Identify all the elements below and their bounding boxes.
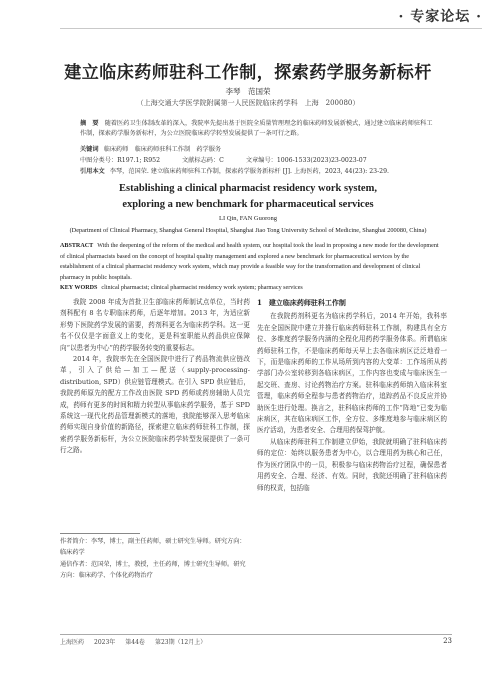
section-heading: 1 建立临床药师驻科工作制 — [257, 298, 346, 307]
footer-year: 2023年 — [94, 639, 116, 646]
title-en-line-1: Establishing a clinical pharmacist residency work system, — [119, 183, 377, 194]
footer-journal: 上海医药 — [60, 639, 85, 646]
body-column-right — [257, 297, 447, 494]
keywords-en-text: clinical pharmacist; clinical pharmacist residency work system; pharmacy services — [101, 285, 303, 291]
footnote-corresponding: 通信作者：范国荣，博士，教授，主任药师，博士研究生导师。研究方向：临床药学、个体化药物治疗 — [60, 561, 246, 579]
classification-line — [80, 155, 434, 164]
affiliation-zh: （上海交通大学医学院附属第一人民医院临床药学科 上海 200080） — [136, 99, 360, 107]
body-paragraph: 在我院药剂科更名为临床药学科后，2014 年开始，我科率先在全国医院中建立并推行临床药师驻科工作制，构建具有全方位、多维度药学服务内涵的全程化用药药学服务体系。所谓临床药师驻科工作，不是临床药师每天早上去各临床病区泛泛地看一下，而是临床药师的工作从场所到内容的大变革：工作场所从药学部门办公室转移到各临床病区，工作内容也变成与临床医生一起交班、查房、讨论药物治疗方案。驻科临床药师纳入临床科室管理，临床药师全程参与患者药物治疗，追踪药品不良反应并协助医生进行处理。换言之，驻科临床药师的工作“阵地”已变为临床病区，其在临床病区工作，全方位、多维度地参与临床病区的医疗活动，为患者安全、合理用药保驾护航。 — [257, 312, 447, 435]
keywords-zh — [80, 144, 434, 153]
abstract-en-label: ABSTRACT — [60, 243, 94, 249]
authors-en: LI Qin, FAN Guorong — [218, 215, 277, 222]
keywords-zh-label: 关键词 — [80, 146, 99, 153]
keywords-en-label: KEY WORDS — [60, 285, 98, 291]
abstract-zh — [80, 119, 434, 139]
keywords-zh-text: 临床药师 临床药师驻科工作制 药学服务 — [103, 146, 222, 153]
doc-code-label: 文献标志码： — [182, 157, 220, 164]
footer-volume: 第44卷 — [125, 639, 145, 646]
body-column-left — [60, 297, 250, 457]
abstract-en-text: With the deepening of the reform of the medical and health system, our hospital took the lead in proposing a new mode for the development of clinical pharmacists based on the concept of hospital quality management and explored a new benchmark for pharmaceutical services by the establishment of a clinical pharmacist residency work system, which may provide a feasible way for the transformation and development of clinical pharmacy in public hospitals. — [60, 243, 439, 281]
article-no-label: 文章编号： — [245, 157, 277, 164]
authors-zh: 李琴 范国荣 — [225, 87, 271, 96]
keywords-en — [60, 285, 440, 291]
header-divider — [60, 28, 482, 29]
page-number: 23 — [443, 637, 452, 645]
footer-issue: 第23期（12月上） — [154, 639, 207, 646]
footnote-author: 作者简介：李琴，博士，副主任药师，硕士研究生导师。研究方向：临床药学 — [60, 538, 246, 556]
citation-text: 李琴，范国荣. 建立临床药师驻科工作制，探索药学服务新标杆 [J]. 上海医药，2023, 44(23): 23-29. — [109, 168, 390, 175]
citation-line — [80, 166, 434, 175]
title-en-line-2: exploring a new benchmark for pharmaceutical services — [122, 199, 374, 210]
section-tag: · 专家论坛 · — [398, 9, 482, 25]
citation-label: 引用本文 — [80, 168, 105, 175]
abstract-zh-text: 随着医药卫生体制改革的深入，我院率先提出基于医院全质量管理理念的临床药师发展新模式，通过建立临床药师驻科工作制，探索药学服务新标杆，为公立医院临床药学转型发展提供了一条可行之路。 — [80, 120, 433, 137]
abstract-zh-label: 摘 要 — [80, 120, 99, 127]
body-paragraph: 2014 年，我院率先在全国医院中进行了药品物流供应链改革，引入了供给—加工—配送（supply-processing-distribution, SPD）供应链管理模式。在引入 SPD 供应链后，我院药师原先的配方工作改由医院 SPD 药师或药房辅助人员完成，药师有更多的时间和精力转型从事临床药学服务，基于 SPD 系统这一现代化药品管理新模式的落地，我院能够深入思考临床药师实现自身价值的新路径，探索建立临床药师驻科工作制，探索药学服务新标杆，为公立医院临床药学转型发展提供了一条可行之路。 — [60, 355, 250, 455]
clc-value: R197.1; R952 — [117, 157, 161, 164]
running-footer — [60, 637, 216, 646]
article-title-en — [0, 181, 496, 213]
footnote-divider — [60, 533, 140, 534]
article-title-zh: 建立临床药师驻科工作制，探索药学服务新标杆 — [64, 63, 432, 83]
clc-label: 中图分类号： — [80, 157, 118, 164]
footer-divider — [60, 634, 452, 635]
doc-code-value: C — [219, 157, 224, 164]
affiliation-en: (Department of Clinical Pharmacy, Shanghai General Hospital, Shanghai Jiao Tong University School of Medicine, Shanghai 200080, China) — [69, 227, 427, 234]
body-paragraph: 从临床药师驻科工作制建立伊始，我院就明确了驻科临床药师的定位：始终以服务患者为中心，以合理用药为核心和己任，作为医疗团队中的一员，积极参与临床药物治疗过程，确保患者用药安全、合理、经济、有效。同时，我院还明确了驻科临床药师的权责，包括临 — [257, 437, 447, 492]
body-paragraph: 我院 2008 年成为首批卫生部临床药师制试点单位，当时药剂科配有 8 名专职临床药师，后逐年增加。2013 年，为适应新形势下医院药学发展的需要，药剂科更名为临床药学科。这一更名不仅仅是字面意义上的变化，更是科室职能从药品供应保障向“以患者为中心”的药学服务转变的重要标志。 — [60, 298, 250, 352]
article-no-value: 1006-1533(2023)23-0023-07 — [276, 157, 367, 164]
abstract-en — [60, 241, 440, 283]
